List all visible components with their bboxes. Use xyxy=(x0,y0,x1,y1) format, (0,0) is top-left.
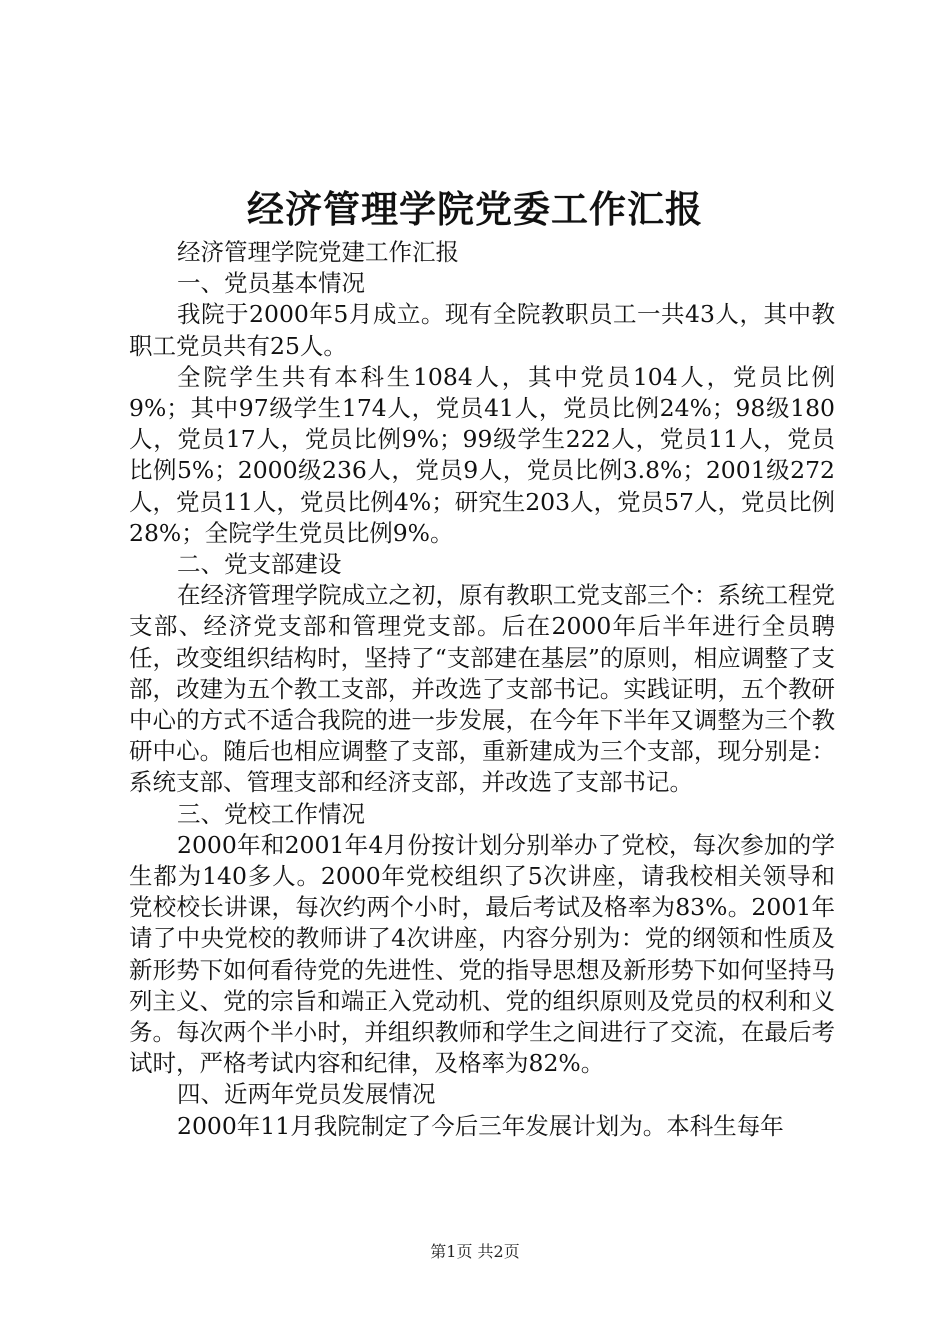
section-heading-3: 三、党校工作情况 xyxy=(177,799,365,828)
body-paragraph: 2000年11月我院制定了今后三年发展计划为。本科生每年 xyxy=(177,1111,784,1140)
body-paragraph: 我院于2000年5月成立。现有全院教职员工一共43人，其中教职工党员共有25人。 xyxy=(129,300,835,360)
document-body xyxy=(129,237,835,1142)
body-paragraph: 2000年和2001年4月份按计划分别举办了党校，每次参加的学生都为140多人。2000年党校组织了5次讲座，请我校相关领导和党校校长讲课，每次约两个小时，最后考试及格率为83%。2001年请了中央党校的教师讲了4次讲座，内容分别为：党的纲领和性质及新形势下如何看待党的先进性、党的指导思想及新形势下如何坚持马列主义、党的宗旨和端正入党动机、党的组织原则及党员的权利和义务。每次两个半小时，并组织教师和学生之间进行了交流，在最后考试时，严格考试内容和纪律，及格率为82%。 xyxy=(129,830,835,1078)
section-heading-4: 四、近两年党员发展情况 xyxy=(177,1080,436,1109)
document-title: 经济管理学院党委工作汇报 xyxy=(247,187,703,231)
page-footer: 第1页 共2页 xyxy=(430,1242,520,1261)
subtitle-paragraph: 经济管理学院党建工作汇报 xyxy=(177,238,459,266)
body-paragraph: 在经济管理学院成立之初，原有教职工党支部三个：系统工程党支部、经济党支部和管理党支部。后在2000年后半年进行全员聘任，改变组织结构时，坚持了“支部建在基层”的原则，相应调整了支部，改建为五个教工支部，并改选了支部书记。实践证明，五个教研中心的方式不适合我院的进一步发展，在今年下半年又调整为三个教研中心。随后也相应调整了支部，重新建成为三个支部，现分别是：系统支部、管理支部和经济支部，并改选了支部书记。 xyxy=(129,581,835,797)
body-paragraph: 全院学生共有本科生1084人，其中党员104人，党员比例9%；其中97级学生174人，党员41人，党员比例24%；98级180人，党员17人，党员比例9%；99级学生222人，党员11人，党员比例5%；2000级236人，党员9人，党员比例3.8%；2001级272人，党员11人，党员比例4%；研究生203人，党员57人，党员比例28%；全院学生党员比例9%。 xyxy=(129,362,835,547)
section-heading-1: 一、党员基本情况 xyxy=(177,269,365,298)
section-heading-2: 二、党支部建设 xyxy=(177,550,342,579)
